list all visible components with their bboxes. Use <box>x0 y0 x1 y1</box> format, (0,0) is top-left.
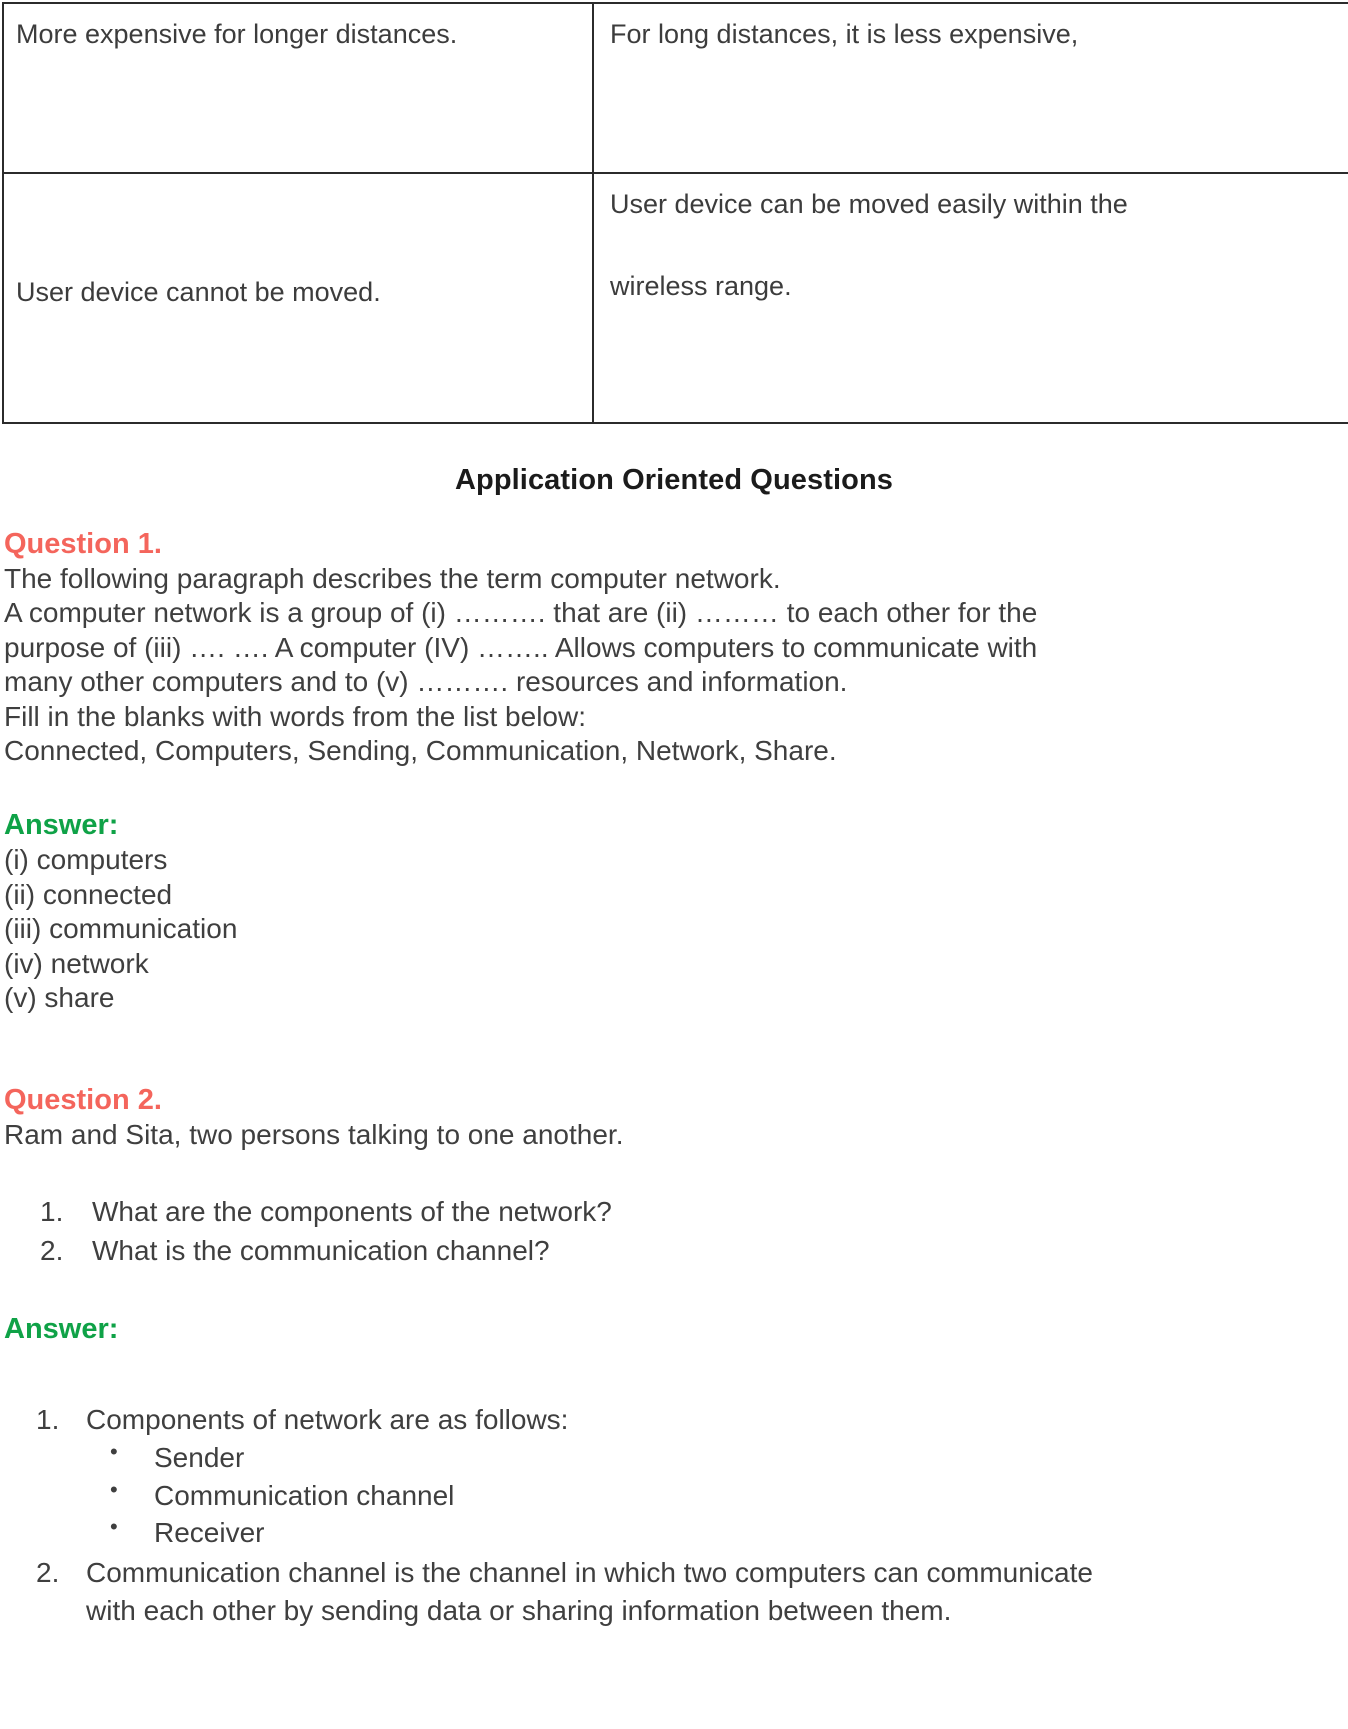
list-item: • Receiver <box>86 1514 1344 1552</box>
list-item-text-line-2: with each other by sending data or sharing information between them. <box>86 1595 952 1627</box>
spacer <box>4 1272 1344 1312</box>
answer-item: (ii) connected <box>4 878 173 910</box>
table-cell-wired-cost <box>3 3 593 173</box>
list-item <box>4 1554 1344 1630</box>
list-item: What is the communication channel? <box>92 1235 550 1267</box>
table-cell-text: For long distances, it is less expensive, <box>610 19 1079 49</box>
question-1-paragraph-line-2: purpose of (iii) …. …. A computer (IV) …….. Allows computers to communicate with <box>4 631 1038 663</box>
question-2-answer-list <box>4 1401 1344 1630</box>
comparison-table <box>2 2 1348 424</box>
question-1-word-list: Connected, Computers, Sending, Communication, Network, Share. <box>4 734 837 766</box>
question-1-paragraph-line-1: A computer network is a group of (i) ………. that are (ii) ……… to each other for the <box>4 597 1038 629</box>
components-bullet-list <box>86 1439 1344 1552</box>
table-cell-wired-mobility <box>3 173 593 423</box>
list-item: • Sender <box>86 1439 1344 1477</box>
question-2-label: Question 2. <box>4 1084 162 1117</box>
table-cell-text-line-1: User device can be moved easily within the <box>610 189 1128 219</box>
table-cell-wireless-cost <box>593 3 1348 173</box>
spacer <box>4 1347 1344 1387</box>
answer-item: (iv) network <box>4 947 149 979</box>
table-cell-wireless-mobility <box>593 173 1348 423</box>
question-2-answer-label: Answer: <box>4 1313 119 1346</box>
list-item: What are the components of the network? <box>92 1195 612 1227</box>
question-1-answer-label: Answer: <box>4 809 119 842</box>
table-cell-text: User device cannot be moved. <box>16 277 381 308</box>
table-cell-text-line-2: wireless range. <box>610 270 792 301</box>
spacer <box>4 1387 1344 1401</box>
question-1-paragraph-line-3: many other computers and to (v) ………. resources and information. <box>4 666 848 698</box>
answer-item: (v) share <box>4 981 115 1013</box>
list-item-text: Components of network are as follows: <box>86 1404 569 1436</box>
question-1-block <box>4 527 1344 1015</box>
question-2-sub-questions <box>4 1193 1344 1271</box>
spacer <box>4 768 1344 808</box>
table-row <box>3 3 1348 173</box>
document-body <box>0 464 1348 1630</box>
list-item-text-line-1: Communication channel is the channel in which two computers can communicate <box>86 1557 1093 1589</box>
table-cell-text: More expensive for longer distances. <box>16 19 458 49</box>
spacer <box>4 1055 1344 1083</box>
spacer <box>4 1015 1344 1055</box>
question-1-instruction: Fill in the blanks with words from the list below: <box>4 700 586 732</box>
answer-item: (iii) communication <box>4 913 238 945</box>
list-item <box>4 1401 1344 1552</box>
question-1-intro: The following paragraph describes the term computer network. <box>4 562 781 594</box>
list-item: • Communication channel <box>86 1477 1344 1515</box>
spacer <box>4 1153 1344 1193</box>
question-2-intro: Ram and Sita, two persons talking to one another. <box>4 1119 624 1151</box>
question-2-block <box>4 1083 1344 1629</box>
section-heading: Application Oriented Questions <box>454 464 894 496</box>
answer-item: (i) computers <box>4 844 168 876</box>
question-1-label: Question 1. <box>4 528 162 560</box>
table-row <box>3 173 1348 423</box>
document-page <box>0 2 1348 1729</box>
